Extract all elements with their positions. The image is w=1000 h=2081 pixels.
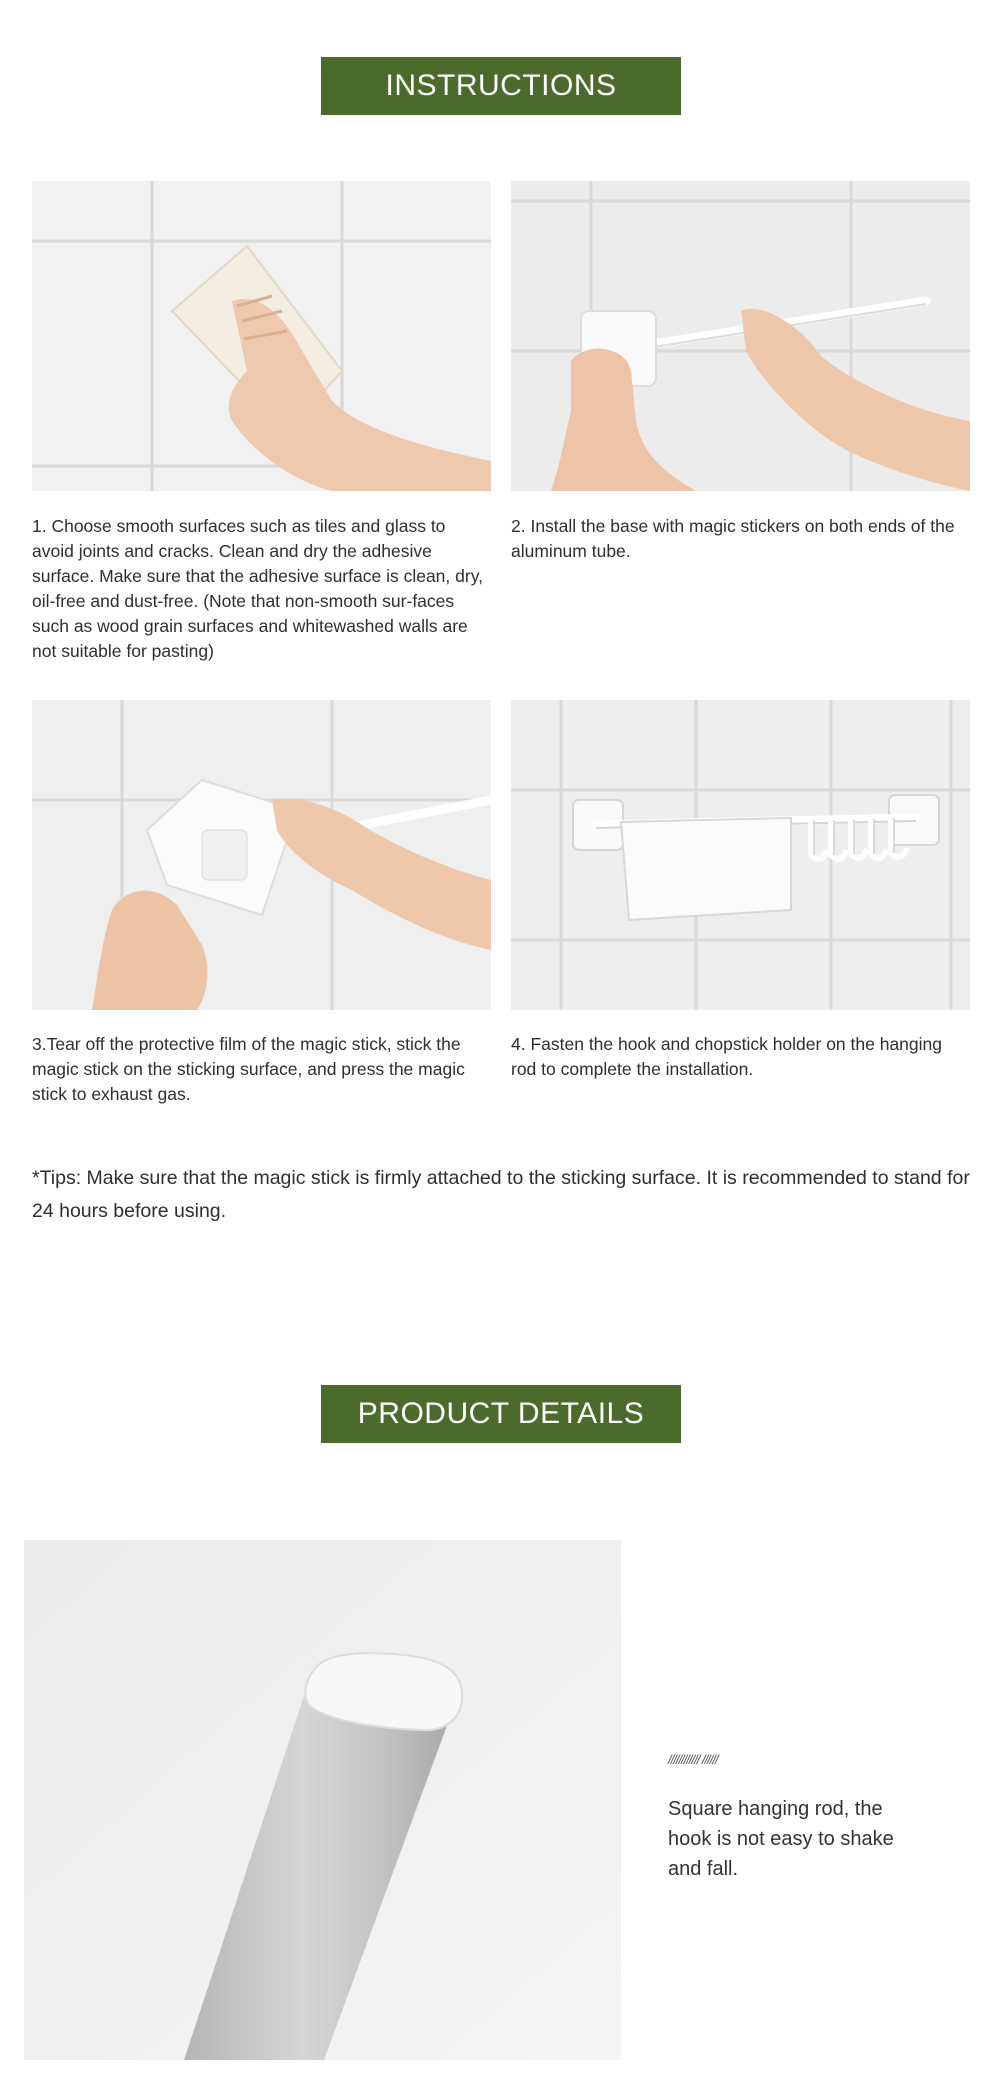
product-details-banner: PRODUCT DETAILS — [321, 1385, 681, 1443]
rod-description: Square hanging rod, the hook is not easy to shake and fall. — [668, 1798, 894, 1880]
step-1-caption: 1. Choose smooth surfaces such as tiles and glass to avoid joints and cracks. Clean and dry the adhesive surface. Make sure that the adhesive surface is clean, dry, oil-free and dust-free. (Note that non-smooth sur-faces such as wood grain surfaces and whitewashed walls are not suitable for pasting) — [32, 516, 484, 661]
step-1-image — [32, 181, 491, 491]
step-3-image — [32, 700, 491, 1010]
step-3-caption: 3.Tear off the protective film of the magic stick, stick the magic stick on the sticking surface, and press the magic stick to exhaust gas. — [32, 1034, 465, 1104]
decorative-slashes: //////////// ////// — [668, 1752, 718, 1767]
tips-text: *Tips: Make sure that the magic stick is firmly attached to the sticking surface. It is recommended to stand for 24 hours before using. — [32, 1167, 970, 1222]
step-4-image — [511, 700, 970, 1010]
rod-detail-image — [24, 1540, 621, 2060]
step-2-image — [511, 181, 970, 491]
step-4-caption: 4. Fasten the hook and chopstick holder on the hanging rod to complete the installation. — [511, 1034, 942, 1079]
step-2-caption: 2. Install the base with magic stickers on both ends of the aluminum tube. — [511, 516, 955, 561]
instructions-banner: INSTRUCTIONS — [321, 57, 681, 115]
